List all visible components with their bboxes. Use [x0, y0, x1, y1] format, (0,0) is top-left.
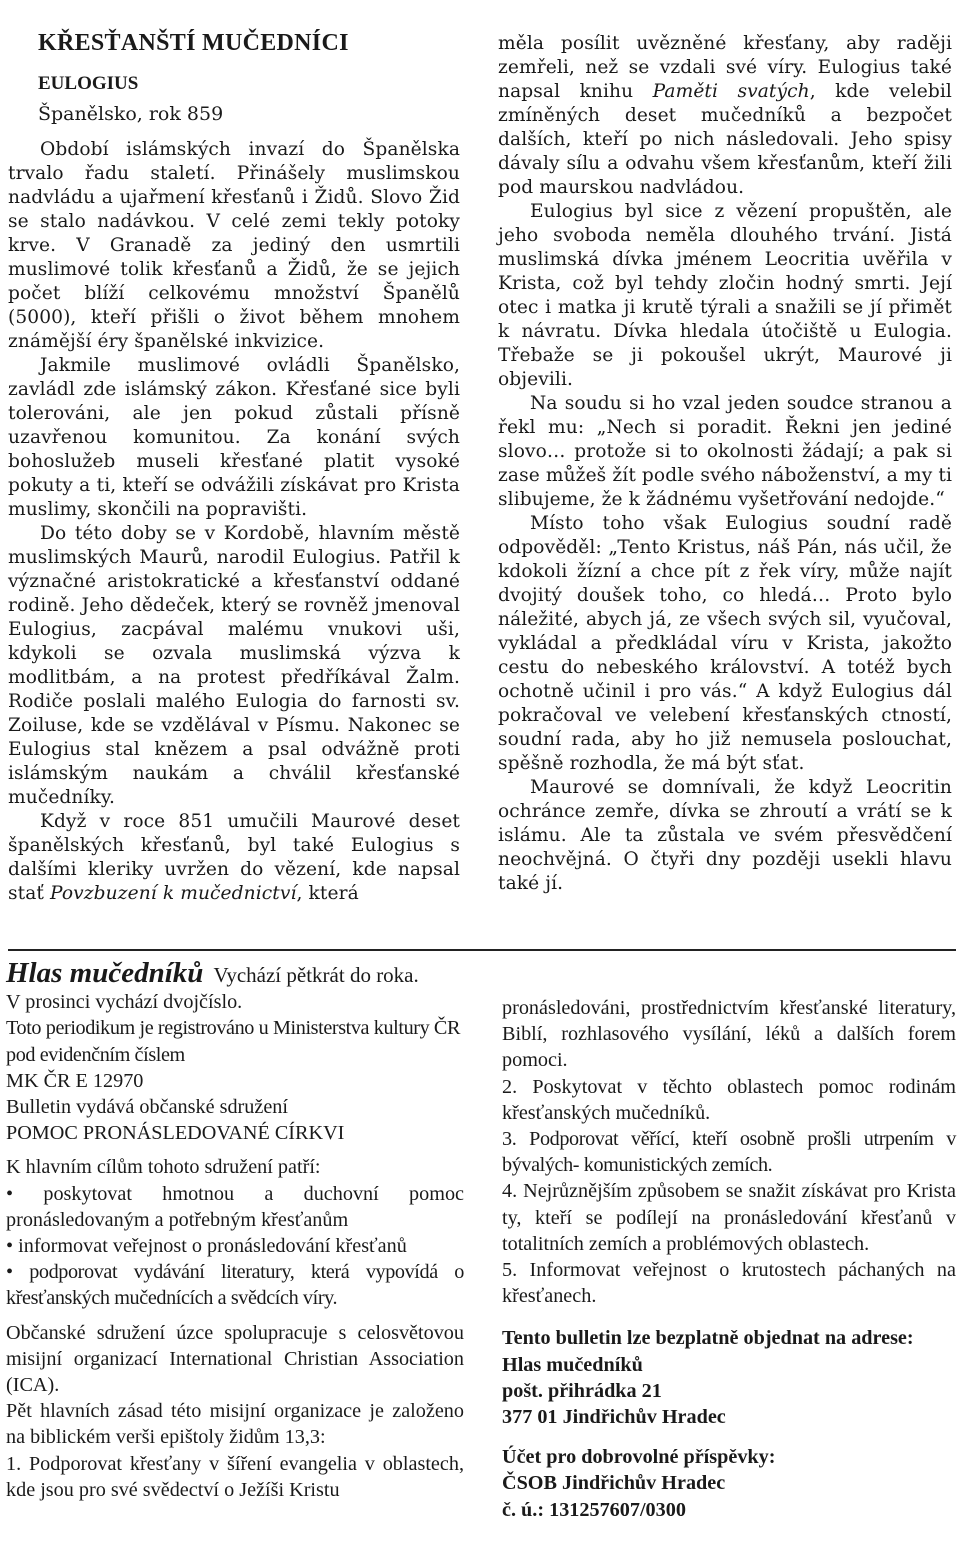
principle-item: 1. Podporovat křesťany v šíření evangelia v oblastech, kde jsou pro své svědectví o Ježíši Kristu — [6, 1452, 464, 1501]
donation-line: ČSOB Jindřichův Hradec — [502, 1472, 726, 1495]
masthead-left-column — [6, 957, 464, 1503]
masthead-publisher-intro: Bulletin vydává občanské sdružení — [6, 1096, 288, 1119]
article-paragraph: Eulogius byl sice z vězení propuštěn, ale jeho svoboda neměla dlouhého trvání. Jistá muslimská dívka jménem Leocritia uvěřila v Krista, což byl tehdy zločin hodný smrti. Její otec i matka ji krutě týrali a snažili se jí přimět k návratu. Dívka hledala útočiště u Eulogia. Třebaže se ji pokoušel ukrýt, Maurové ji objevili. — [498, 201, 952, 390]
order-intro: Tento bulletin lze bezplatně objednat na adrese: — [502, 1327, 914, 1350]
article-book-title: Povzbuzení k mučednictví — [50, 883, 297, 904]
masthead-title: Hlas mučedníků — [6, 957, 204, 989]
article-text: , kde velebil zmíněných deset mučedníků a bezpočet dalších, kteří po nich následovali. Jeho spisy dávaly sílu a odvahu všem křesťanům, kteří žili pod maurskou nadvládou. — [498, 81, 952, 198]
principle-item: 2. Poskytovat v těchto oblastech pomoc rodinám křesťanských mučedníků. — [502, 1075, 956, 1124]
address-line: Hlas mučedníků — [502, 1353, 643, 1376]
article-text: , která — [296, 883, 359, 904]
article-paragraph: Na soudu si ho vzal jeden soudce stranou a řekl mu: „Nech si poradit. Řekni jen jediné slovo… protože si to okolnosti žádají; a pak si zase můžeš žít podle svého náboženství, a my ti slibujeme, že k žádnému vyšetřování nedojde.“ — [498, 393, 952, 510]
article-title: KŘESŤANŠTÍ MUČEDNÍCI — [38, 30, 349, 56]
masthead-registration: Toto periodikum je registrováno u Ministerstva kultury ČR pod evidenčním číslem — [6, 1017, 461, 1066]
donation-line: č. ú.: 131257607/0300 — [502, 1498, 686, 1521]
goal-item: • poskytovat hmotnou a duchovní pomoc pronásledovaným a potřebným křesťanům — [6, 1182, 464, 1231]
goal-item: • podporovat vydávání literatury, která vypovídá o křesťanských mučednících a svědcích víry. — [6, 1261, 464, 1310]
masthead-december: V prosinci vychází dvojčíslo. — [6, 991, 243, 1014]
principles-intro: Pět hlavních zásad této misijní organizace je založeno na biblickém verši epištoly židům 13,3: — [6, 1400, 464, 1449]
principle-item: 3. Podporovat věřící, kteří osobně prošli utrpením v bývalých- komunistických zemích. — [502, 1128, 956, 1177]
masthead-reg-number: MK ČR E 12970 — [6, 1069, 144, 1092]
masthead-heading — [6, 957, 464, 989]
article-paragraph: Jakmile muslimové ovládli Španělsko, zavládl zde islámský zákon. Křesťané sice byli tolerováni, ale jen pokud zůstali přísně uzavřenou komunitou. Za konání svých bohoslužeb museli křesťané platit vysoké pokuty a ti, kteří se odvážili získávat pro Krista muslimy, skončili na popravišti. — [8, 355, 460, 520]
article-book-title: Paměti svatých — [652, 81, 810, 102]
section-divider — [8, 949, 956, 951]
masthead-tagline: Vychází pětkrát do roka. — [213, 963, 419, 987]
article-subtitle: EULOGIUS — [38, 73, 139, 94]
article-text: Když v roce 851 umučili Maurové deset španělských křesťanů, byl také Eulogius s dalšími kleriky uvržen do vězení, kde napsal stať — [8, 811, 460, 904]
article-paragraph: Místo toho však Eulogius soudní radě odpověděl: „Tento Kristus, náš Pán, nás učil, že kdokoli žízní a chce pít z řek víry, může najít dvojitý doušek toho, co hledá… Proto bylo náležité, abych já, ze všech svých sil, vyučoval, vykládal a předkládal víru v Krista, jakožto cestu do nebeského království. A totéž bych ochotně učinil i pro vás.“ A když Eulogius dál pokračoval ve velebení křesťanských ctností, soudní rada, aby ho již nemusela poslouchat, spěšně rozhodla, že má být sťat. — [498, 513, 952, 774]
article-paragraph — [8, 810, 460, 906]
donation-label: Účet pro dobrovolné příspěvky: — [502, 1446, 776, 1469]
principle-item: 4. Nejrůznějším způsobem se snažit získávat pro Krista ty, kteří se podílejí na pronásledování křesťanů v totalitních zemích a problémových oblastech. — [502, 1180, 956, 1255]
ica-text: Občanské sdružení úzce spolupracuje s celosvětovou misijní organizací International Christian Association (ICA). — [6, 1321, 464, 1397]
address-line: pošt. přihrádka 21 — [502, 1379, 662, 1402]
article-paragraph: Do této doby se v Kordobě, hlavním městě muslimských Maurů, narodil Eulogius. Patřil k význačné aristokratické a křesťanství oddané rodině. Jeho dědeček, který se rovněž jmenoval Eulogius, zacpával malému vnukovi uši, kdykoli se ozvala muslimská výzva k modlitbám, a na protest předříkával Žalm. Rodiče poslali malého Eulogia do farnosti sv. Zoiluse, kde se vzdělával v Písmu. Nakonec se Eulogius stal knězem a psal odvážně proti islámským naukám a chválil křesťanské mučedníky. — [8, 523, 460, 808]
article-paragraph: Období islámských invazí do Španělska trvalo řadu staletí. Přinášely muslimskou nadvládu a ujařmení křesťanů i Židů. Slovo Žid se stalo nadávkou. V celé zemi tekly potoky krve. V Granadě za jediný den usmrtili muslimové tolik křesťanů a Židů, že se jejich počet blíží celkovému množství Španělů (5000), kteří přišli o život během mnohem známější éry španělské inkvizice. — [8, 139, 460, 352]
principle-item-continued: pronásledováni, prostřednictvím křesťanské literatury, Biblí, rozhlasového vysílání, léků a dalších forem pomoci. — [502, 997, 956, 1072]
article-paragraph: Maurové se domnívali, že když Leocritin ochránce zemře, dívka se zhroutí a vrátí se k islámu. Ale ta zůstala ve svém přesvědčení neochvějná. O čtyři dny později usekli hlavu také jí. — [498, 777, 952, 894]
principle-item: 5. Informovat veřejnost o krutostech páchaných na křesťanech. — [502, 1259, 956, 1308]
article-left-column — [8, 28, 460, 906]
goal-item: • informovat veřejnost o pronásledování křesťanů — [6, 1235, 407, 1258]
article-text: měla posílit uvězněné křesťany, aby raději zemřeli, než se vzdali své víry. Eulogius také napsal knihu — [498, 33, 952, 102]
article-right-column — [498, 32, 952, 896]
goals-intro: K hlavním cílům tohoto sdružení patří: — [6, 1156, 321, 1179]
masthead-publisher-name: POMOC PRONÁSLEDOVANÉ CÍRKVI — [6, 1122, 345, 1145]
article-place: Španělsko, rok 859 — [38, 103, 224, 125]
article-paragraph — [498, 32, 952, 200]
address-line: 377 01 Jindřichův Hradec — [502, 1406, 726, 1429]
masthead-right-column — [502, 995, 956, 1523]
